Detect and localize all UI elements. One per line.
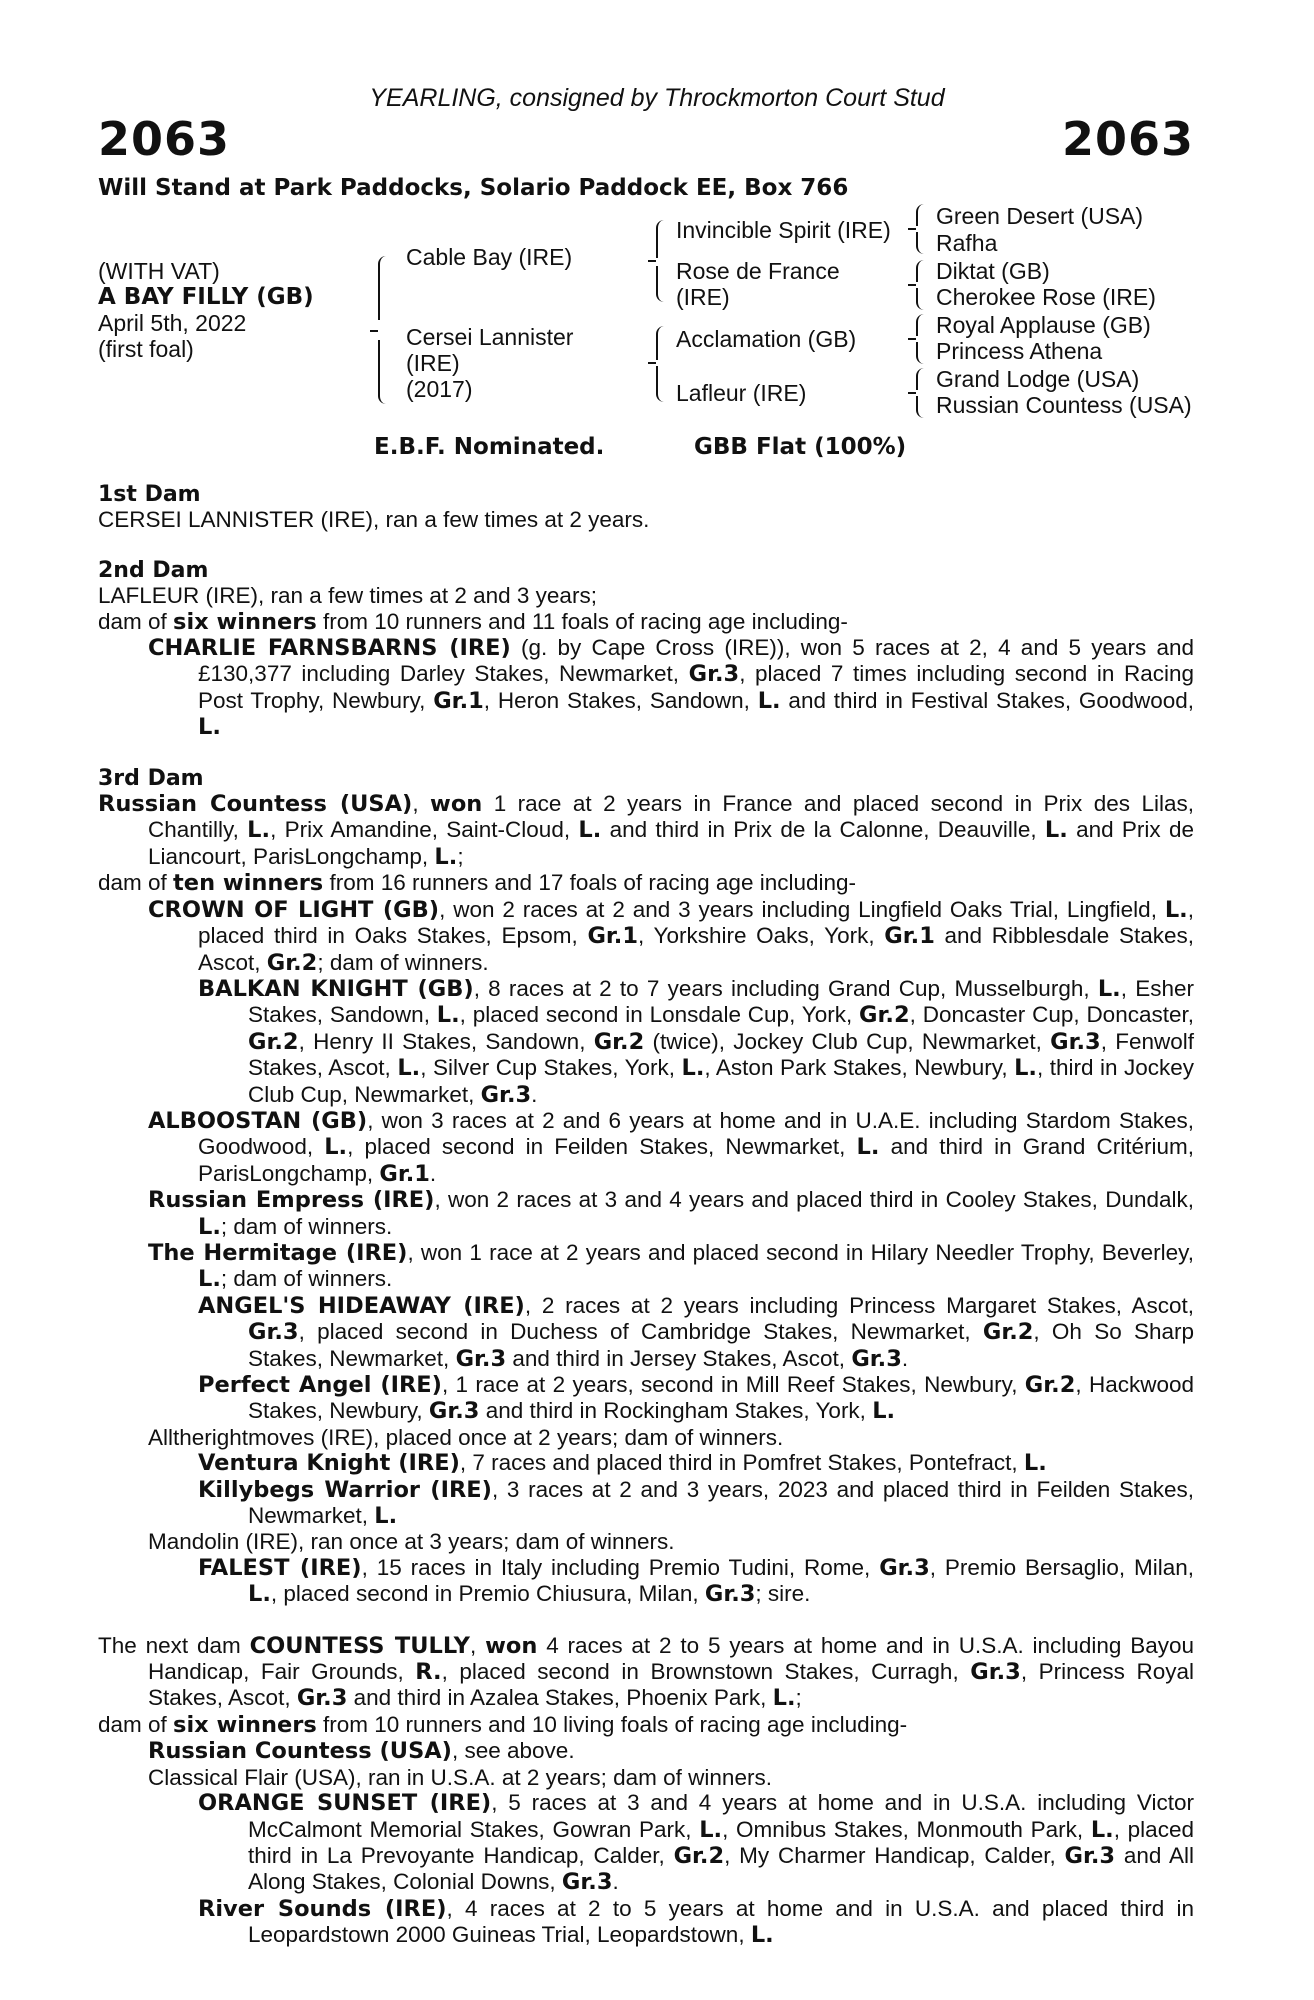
pedigree-brace-7-point xyxy=(908,392,916,394)
produce-entry: CROWN OF LIGHT (GB), won 2 races at 2 and 3 years including Lingfield Oaks Trial, Lingfield, L., placed third in Oaks Stakes, Epsom, Gr.1, Yorkshire Oaks, York, Gr.1 and Ribblesdale Stakes, Ascot, Gr.2; dam of winners. xyxy=(148,896,1195,976)
foal-note: (first foal) xyxy=(98,336,194,362)
foaling-date: April 5th, 2022 xyxy=(98,310,247,336)
first-dam-text: CERSEI LANNISTER (IRE), ran a few times at 2 years. xyxy=(98,507,650,533)
dam-dam: Lafleur (IRE) xyxy=(676,380,807,406)
dam-dam-dam: Russian Countess (USA) xyxy=(936,392,1192,418)
produce-entry: CHARLIE FARNSBARNS (IRE) (g. by Cape Cross (IRE)), won 5 races at 2, 4 and 5 years and £130,377 including Darley Stakes, Newmarket, Gr.3, placed 7 times including second in Racing Post Trophy, Newbury, Gr.1, Heron Stakes, Sandown, L. and third in Festival Stakes, Goodwood, L. xyxy=(148,635,1194,741)
pedigree-brace-6b xyxy=(916,342,926,364)
produce-entry: River Sounds (IRE), 4 races at 2 to 5 years at home and in U.S.A. and placed third in Leopardstown 2000 Guineas Trial, Leopardstown, L. xyxy=(198,1895,1195,1949)
pedigree-brace-4a xyxy=(916,204,926,226)
pedigree-brace-4-point xyxy=(908,228,916,230)
sire-sire: Invincible Spirit (IRE) xyxy=(676,217,891,243)
produce-entry: Perfect Angel (IRE), 1 race at 2 years, second in Mill Reef Stakes, Newbury, Gr.2, Hackwood Stakes, Newbury, Gr.3 and third in Rockingham Stakes, York, L. xyxy=(198,1372,1194,1425)
gbb-flat: GBB Flat (100%) xyxy=(694,434,907,460)
ebf-nomination: E.B.F. Nominated. xyxy=(374,434,605,460)
pedigree-brace-3-point xyxy=(648,362,656,364)
pedigree-brace-5a xyxy=(916,260,926,282)
lot-number-left: 2063 xyxy=(98,112,231,166)
third-dam-produce: dam of ten winners from 16 runners and 17 foals of racing age including- xyxy=(98,870,857,897)
sire-dam-sire: Diktat (GB) xyxy=(936,258,1050,284)
produce-entry: Classical Flair (USA), ran in U.S.A. at 2 years; dam of winners. xyxy=(148,1764,772,1790)
pedigree-brace-6-point xyxy=(908,338,916,340)
sire: Cable Bay (IRE) xyxy=(406,244,573,270)
pedigree-brace-2-point xyxy=(648,260,656,262)
produce-entry: ANGEL'S HIDEAWAY (IRE), 2 races at 2 years including Princess Margaret Stakes, Ascot, Gr.3, placed second in Duchess of Cambridge Stakes, Newmarket, Gr.2, Oh So Sharp Stakes, Newmarket, Gr.3 and third in Jersey Stakes, Ascot, Gr.3. xyxy=(198,1292,1194,1372)
sire-dam-line-1: Rose de France xyxy=(676,258,840,284)
sire-dam-dam: Cherokee Rose (IRE) xyxy=(936,284,1156,310)
pedigree-brace-4b xyxy=(916,232,926,254)
third-dam-text: Russian Countess (USA), won 1 race at 2 years in France and placed second in Prix des Lilas, Chantilly, L., Prix Amandine, Saint-Cloud, L. and third in Prix de la Calonne, Deauville, L. and Prix de Liancourt, ParisLongchamp, L.; xyxy=(98,791,1194,870)
stabling-line: Will Stand at Park Paddocks, Solario Paddock EE, Box 766 xyxy=(98,175,849,201)
produce-entry: Mandolin (IRE), ran once at 3 years; dam of winners. xyxy=(148,1529,675,1555)
pedigree-brace-3a xyxy=(656,326,666,360)
pedigree-brace-1a xyxy=(378,256,388,320)
produce-entry: Russian Countess (USA), see above. xyxy=(148,1738,575,1765)
pedigree-brace-3b xyxy=(656,366,666,402)
sire-sire-dam: Rafha xyxy=(936,230,998,256)
vat-note: (WITH VAT) xyxy=(98,258,220,284)
pedigree-brace-1-point xyxy=(370,330,378,332)
lot-number-right: 2063 xyxy=(1061,112,1194,166)
pedigree-brace-2b xyxy=(656,266,666,302)
produce-entry: The Hermitage (IRE), won 1 race at 2 years and placed second in Hilary Needler Trophy, Beverley, L.; dam of winners. xyxy=(148,1239,1194,1293)
produce-entry: BALKAN KNIGHT (GB), 8 races at 2 to 7 years including Grand Cup, Musselburgh, L., Esher Stakes, Sandown, L., placed second in Lonsdale Cup, York, Gr.2, Doncaster Cup, Doncaster, Gr.2, Henry II Stakes, Sandown, Gr.2 (twice), Jockey Club Cup, Newmarket, Gr.3, Fenwolf Stakes, Ascot, L., Silver Cup Stakes, York, L., Aston Park Stakes, Newbury, L., third in Jockey Club Cup, Newmarket, Gr.3. xyxy=(198,975,1194,1108)
dam-line-2: (IRE) xyxy=(406,350,460,376)
consignor-line: YEARLING, consigned by Throckmorton Court Stud xyxy=(369,84,945,112)
pedigree-brace-7a xyxy=(916,368,926,390)
sire-dam-line-2: (IRE) xyxy=(676,284,730,310)
produce-entry: ORANGE SUNSET (IRE), 5 races at 3 and 4 years at home and in U.S.A. including Victor McCalmont Memorial Stakes, Gowran Park, L., Omnibus Stakes, Monmouth Park, L., placed third in La Prevoyante Handicap, Calder, Gr.2, My Charmer Handicap, Calder, Gr.3 and All Along Stakes, Colonial Downs, Gr.3. xyxy=(198,1790,1194,1896)
dam-line-3: (2017) xyxy=(406,376,473,402)
pedigree-brace-5b xyxy=(916,288,926,310)
dam-sire: Acclamation (GB) xyxy=(676,326,857,352)
next-dam-text: The next dam COUNTESS TULLY, won 4 races at 2 to 5 years at home and in U.S.A. including Bayou Handicap, Fair Grounds, R., placed second in Brownstown Stakes, Curragh, Gr.3, Princess Royal Stakes, Ascot, Gr.3 and third in Azalea Stakes, Phoenix Park, L.; xyxy=(98,1632,1195,1712)
horse-name: A BAY FILLY (GB) xyxy=(98,284,314,310)
pedigree-brace-6a xyxy=(916,314,926,336)
third-dam-heading: 3rd Dam xyxy=(98,765,204,791)
sire-sire-sire: Green Desert (USA) xyxy=(936,203,1144,229)
second-dam-heading: 2nd Dam xyxy=(98,557,209,583)
produce-entry: Russian Empress (IRE), won 2 races at 3 and 4 years and placed third in Cooley Stakes, Dundalk, L.; dam of winners. xyxy=(148,1187,1194,1240)
next-dam-produce: dam of six winners from 10 runners and 10 living foals of racing age including- xyxy=(98,1711,908,1738)
dam-line-1: Cersei Lannister xyxy=(406,324,574,350)
dam-sire-sire: Royal Applause (GB) xyxy=(936,312,1151,338)
pedigree-brace-2a xyxy=(656,220,666,258)
produce-entry: FALEST (IRE), 15 races in Italy including Premio Tudini, Rome, Gr.3, Premio Bersaglio, Milan, L., placed second in Premio Chiusura, Milan, Gr.3; sire. xyxy=(198,1554,1194,1608)
pedigree-brace-1b xyxy=(378,340,388,404)
dam-dam-sire: Grand Lodge (USA) xyxy=(936,366,1140,392)
pedigree-brace-7b xyxy=(916,396,926,418)
dam-sire-dam: Princess Athena xyxy=(936,338,1103,364)
produce-entry: Killybegs Warrior (IRE), 3 races at 2 and 3 years, 2023 and placed third in Feilden Stakes, Newmarket, L. xyxy=(198,1476,1195,1530)
second-dam-text: LAFLEUR (IRE), ran a few times at 2 and 3 years; xyxy=(98,583,597,609)
produce-entry: Alltherightmoves (IRE), placed once at 2 years; dam of winners. xyxy=(148,1424,784,1450)
produce-entry: Ventura Knight (IRE), 7 races and placed third in Pomfret Stakes, Pontefract, L. xyxy=(198,1450,1047,1477)
catalogue-body xyxy=(98,482,1194,1949)
first-dam-heading: 1st Dam xyxy=(98,482,201,507)
second-dam-produce: dam of six winners from 10 runners and 11 foals of racing age including- xyxy=(98,608,848,635)
produce-entry: ALBOOSTAN (GB), won 3 races at 2 and 6 years at home and in U.A.E. including Stardom Stakes, Goodwood, L., placed second in Feilden Stakes, Newmarket, L. and third in Grand Critérium, ParisLongchamp, Gr.1. xyxy=(148,1107,1194,1187)
pedigree-brace-5-point xyxy=(908,284,916,286)
